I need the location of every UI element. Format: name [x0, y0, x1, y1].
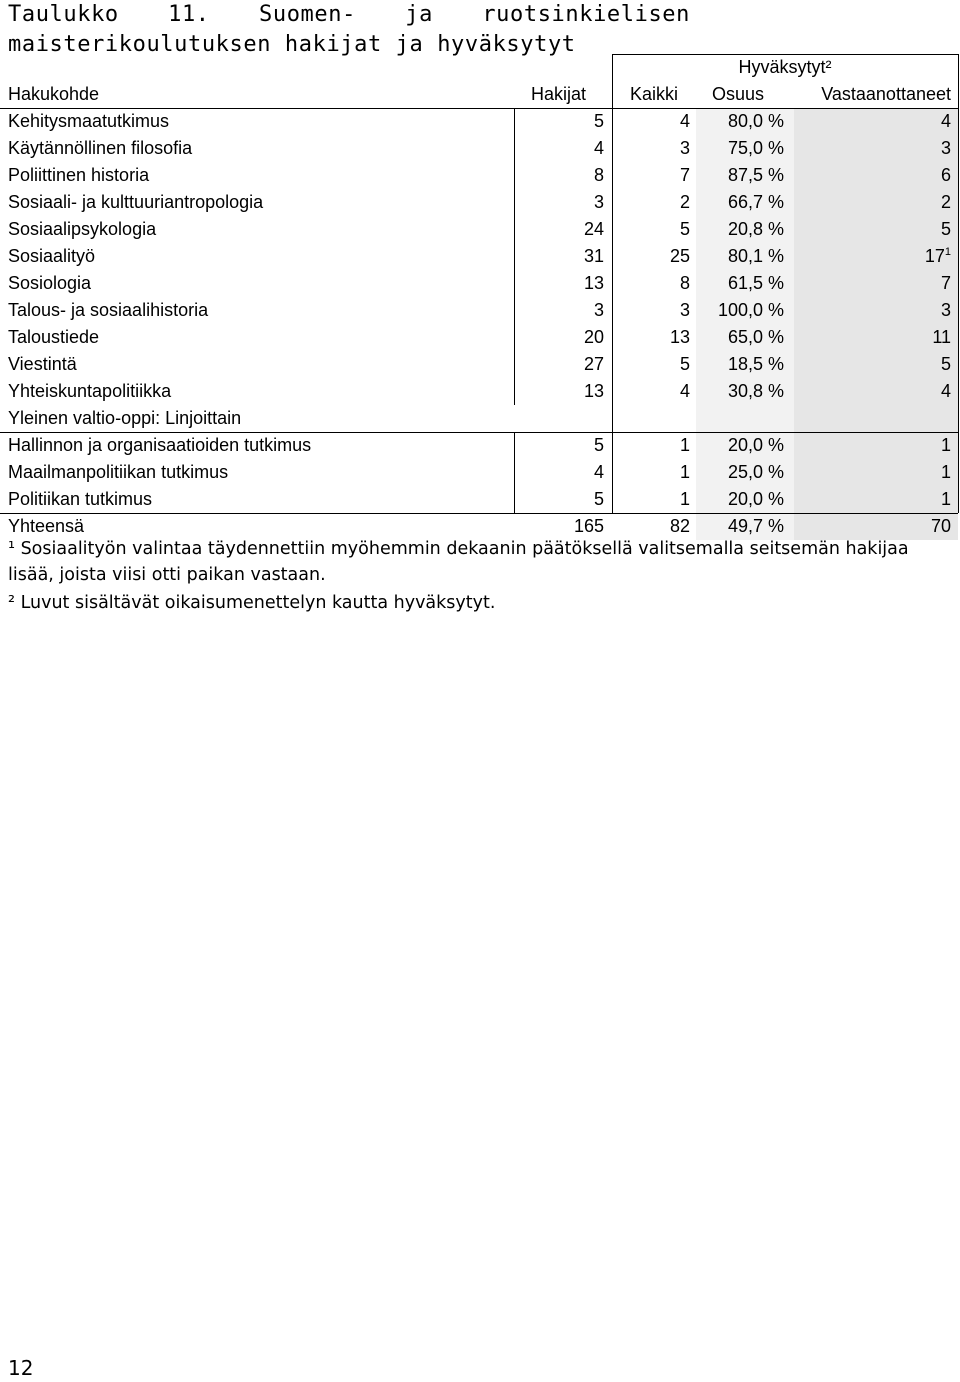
- cell-kaikki: [612, 243, 696, 270]
- cell-hakijat-value: 13: [583, 381, 604, 401]
- cell-kaikki: [612, 162, 696, 189]
- cell-hakijat: [514, 432, 612, 459]
- cell-kaikki: [612, 270, 696, 297]
- cell-hakukohde-value: Yleinen valtio-oppi: Linjoittain: [8, 408, 242, 428]
- table-row: [0, 432, 960, 459]
- cell-kaikki-value: 13: [669, 327, 690, 347]
- cell-hakijat: [514, 297, 612, 324]
- cell-kaikki: [612, 216, 696, 243]
- cell-hakijat-value: 3: [593, 192, 604, 212]
- cell-hakukohde: [0, 216, 514, 243]
- cell-kaikki-value: 1: [679, 435, 690, 455]
- cell-vastaanottaneet: [794, 270, 960, 297]
- cell-osuus-value: 20,8 %: [727, 219, 784, 239]
- cell-osuus-value: 20,0 %: [727, 489, 784, 509]
- cell-kaikki: [612, 459, 696, 486]
- header-osuus: Osuus: [711, 84, 764, 104]
- table-row: [0, 378, 960, 405]
- footnote-marker: 1: [944, 246, 951, 258]
- title-line-2: maisterikoulutuksen hakijat ja hyväksytyt: [8, 32, 576, 57]
- cell-vastaanottaneet: [794, 189, 960, 216]
- cell-kaikki-value: 2: [679, 192, 690, 212]
- cell-kaikki: [612, 297, 696, 324]
- table-header-row: [0, 81, 960, 108]
- cell-hakijat: [514, 405, 612, 432]
- cell-vastaanottaneet-value: 3: [940, 138, 951, 158]
- cell-osuus: [696, 297, 794, 324]
- cell-hakukohde: [0, 243, 514, 270]
- cell-osuus: [696, 405, 794, 432]
- cell-kaikki: [612, 189, 696, 216]
- cell-kaikki: [612, 135, 696, 162]
- rule-top-hyvaksytyt: [612, 54, 958, 55]
- cell-hakukohde: [0, 135, 514, 162]
- rule-group-divider: [0, 432, 958, 433]
- cell-hakijat: [514, 135, 612, 162]
- cell-kaikki-value: 25: [669, 246, 690, 266]
- cell-hakijat-value: 4: [593, 138, 604, 158]
- cell-vastaanottaneet: [794, 432, 960, 459]
- cell-vastaanottaneet-value: 1: [940, 489, 951, 509]
- vline-kaikki-left: [612, 54, 613, 513]
- cell-vastaanottaneet: [794, 297, 960, 324]
- cell-vastaanottaneet-value: 1: [940, 462, 951, 482]
- table-row: [0, 216, 960, 243]
- cell-osuus-value: 87,5 %: [727, 165, 784, 185]
- cell-vastaanottaneet: [794, 486, 960, 513]
- page-number: 12: [8, 1356, 34, 1380]
- cell-osuus-value: 49,7 %: [727, 516, 784, 536]
- cell-osuus: [696, 189, 794, 216]
- cell-kaikki-value: 4: [679, 381, 690, 401]
- cell-hakukohde-value: Politiikan tutkimus: [8, 489, 153, 509]
- cell-hakukohde-value: Talous- ja sosiaalihistoria: [8, 300, 209, 320]
- cell-hakijat: [514, 108, 612, 135]
- cell-hakukohde-value: Sosiologia: [8, 273, 92, 293]
- table-row: [0, 243, 960, 270]
- cell-osuus: [696, 216, 794, 243]
- cell-hakukohde: [0, 270, 514, 297]
- cell-vastaanottaneet: [794, 351, 960, 378]
- cell-kaikki-value: 8: [679, 273, 690, 293]
- cell-kaikki: [612, 432, 696, 459]
- cell-hakukohde: [0, 351, 514, 378]
- cell-hakukohde: [0, 162, 514, 189]
- cell-hakukohde-value: Poliittinen historia: [8, 165, 150, 185]
- cell-hakukohde-value: Taloustiede: [8, 327, 100, 347]
- cell-vastaanottaneet-value: 4: [940, 381, 951, 401]
- cell-kaikki-value: 1: [679, 462, 690, 482]
- cell-hakukohde-value: Viestintä: [8, 354, 77, 374]
- cell-hakukohde: [0, 324, 514, 351]
- cell-vastaanottaneet-value: 5: [940, 354, 951, 374]
- cell-osuus-value: 66,7 %: [727, 192, 784, 212]
- cell-vastaanottaneet: [794, 162, 960, 189]
- footnote-1: ¹ Sosiaalityön valintaa täydennettiin myöhemmin dekaanin päätöksellä valitsemalla seitsemän hakijaa lisää, joista viisi otti paikan vastaan.: [8, 539, 909, 585]
- cell-hakijat-value: 4: [593, 462, 604, 482]
- cell-kaikki-value: 82: [669, 516, 690, 536]
- cell-vastaanottaneet: [794, 459, 960, 486]
- cell-osuus: [696, 459, 794, 486]
- cell-osuus: [696, 135, 794, 162]
- cell-hakijat-value: 20: [583, 327, 604, 347]
- header-kaikki: Kaikki: [629, 84, 678, 104]
- cell-kaikki-value: 4: [679, 111, 690, 131]
- table-row: [0, 324, 960, 351]
- cell-osuus-value: 25,0 %: [727, 462, 784, 482]
- cell-kaikki-value: 5: [679, 354, 690, 374]
- cell-osuus: [696, 378, 794, 405]
- rule-body-bottom: [0, 513, 958, 514]
- cell-hakijat-value: 8: [593, 165, 604, 185]
- vline-hakijat-left: [514, 108, 515, 405]
- cell-osuus: [696, 486, 794, 513]
- cell-kaikki: [612, 324, 696, 351]
- cell-hakijat-value: 5: [593, 435, 604, 455]
- cell-osuus: [696, 162, 794, 189]
- cell-hakukohde-value: Kehitysmaatutkimus: [8, 111, 170, 131]
- cell-hakijat-value: 27: [583, 354, 604, 374]
- cell-hakijat: [514, 351, 612, 378]
- table-row: [0, 135, 960, 162]
- cell-hakukohde-value: Sosiaalityö: [8, 246, 96, 266]
- cell-hakukohde: [0, 378, 514, 405]
- cell-hakijat-value: 24: [583, 219, 604, 239]
- cell-hakukohde-value: Yhteensä: [8, 516, 85, 536]
- cell-hakukohde-value: Sosiaalipsykologia: [8, 219, 157, 239]
- cell-osuus: [696, 243, 794, 270]
- cell-hakukohde: [0, 108, 514, 135]
- cell-vastaanottaneet-value: 6: [940, 165, 951, 185]
- cell-vastaanottaneet: [794, 135, 960, 162]
- table-row: [0, 108, 960, 135]
- cell-vastaanottaneet-value: 5: [940, 219, 951, 239]
- cell-osuus-value: 61,5 %: [727, 273, 784, 293]
- cell-hakijat: [514, 324, 612, 351]
- cell-vastaanottaneet-value: 7: [940, 273, 951, 293]
- cell-hakijat: [514, 162, 612, 189]
- cell-hakijat-value: 31: [583, 246, 604, 266]
- table-title: [8, 0, 690, 60]
- cell-kaikki: [612, 405, 696, 432]
- cell-osuus-value: 65,0 %: [727, 327, 784, 347]
- cell-hakijat: [514, 189, 612, 216]
- cell-vastaanottaneet-value: 2: [940, 192, 951, 212]
- cell-hakukohde: [0, 297, 514, 324]
- cell-osuus: [696, 270, 794, 297]
- vline-hakijat-left-2: [514, 432, 515, 513]
- cell-vastaanottaneet-value: 1: [940, 435, 951, 455]
- table-group-header-row: [0, 54, 960, 81]
- footnote-2: ² Luvut sisältävät oikaisumenettelyn kautta hyväksytyt.: [8, 593, 496, 613]
- cell-vastaanottaneet-value: 70: [930, 516, 951, 536]
- cell-osuus-value: 18,5 %: [727, 354, 784, 374]
- cell-hakijat-value: 13: [583, 273, 604, 293]
- cell-hakijat-value: 165: [573, 516, 604, 536]
- cell-vastaanottaneet: [794, 108, 960, 135]
- cell-osuus-value: 80,1 %: [727, 246, 784, 266]
- cell-hakukohde: [0, 432, 514, 459]
- header-vastaanottaneet: Vastaanottaneet: [821, 84, 951, 104]
- cell-hakukohde-value: Sosiaali- ja kulttuuriantropologia: [8, 192, 264, 212]
- header-hakukohde: Hakukohde: [8, 84, 100, 104]
- title-line-1: Taulukko 11. Suomen- ja ruotsinkielisen: [8, 2, 690, 27]
- cell-hakijat: [514, 378, 612, 405]
- cell-kaikki-value: 3: [679, 138, 690, 158]
- cell-osuus-value: 30,8 %: [727, 381, 784, 401]
- cell-vastaanottaneet-value: 11: [932, 327, 951, 347]
- cell-hakijat-value: 3: [593, 300, 604, 320]
- cell-osuus: [696, 108, 794, 135]
- header-hakijat: Hakijat: [530, 84, 586, 104]
- group-header-hyvaksytyt: Hyväksytyt²: [738, 57, 832, 77]
- cell-hakukohde: [0, 405, 514, 432]
- cell-hakukohde-value: Hallinnon ja organisaatioiden tutkimus: [8, 435, 312, 455]
- cell-kaikki-value: 1: [679, 489, 690, 509]
- cell-osuus-value: 100,0 %: [717, 300, 784, 320]
- rule-header-bottom: [0, 108, 958, 109]
- cell-vastaanottaneet: [794, 378, 960, 405]
- cell-osuus: [696, 351, 794, 378]
- cell-vastaanottaneet: [794, 216, 960, 243]
- cell-osuus-value: 75,0 %: [727, 138, 784, 158]
- cell-hakijat-value: 5: [593, 111, 604, 131]
- cell-hakijat: [514, 216, 612, 243]
- cell-kaikki-value: 5: [679, 219, 690, 239]
- cell-hakijat: [514, 459, 612, 486]
- cell-vastaanottaneet-value: 17: [924, 246, 945, 266]
- cell-kaikki: [612, 486, 696, 513]
- cell-kaikki-value: 7: [679, 165, 690, 185]
- cell-hakukohde: [0, 459, 514, 486]
- table-row: [0, 351, 960, 378]
- table-row: [0, 297, 960, 324]
- cell-kaikki-value: 3: [679, 300, 690, 320]
- table-row: [0, 459, 960, 486]
- table-row: [0, 405, 960, 432]
- cell-kaikki: [612, 351, 696, 378]
- table-row: [0, 270, 960, 297]
- cell-vastaanottaneet: [794, 324, 960, 351]
- cell-osuus-value: 20,0 %: [727, 435, 784, 455]
- cell-hakukohde-value: Maailmanpolitiikan tutkimus: [8, 462, 229, 482]
- cell-vastaanottaneet: [794, 405, 960, 432]
- cell-hakijat: [514, 486, 612, 513]
- table-row: [0, 189, 960, 216]
- cell-hakijat-value: 5: [593, 489, 604, 509]
- cell-hakukohde: [0, 486, 514, 513]
- cell-vastaanottaneet-value: 3: [940, 300, 951, 320]
- cell-kaikki: [612, 378, 696, 405]
- cell-osuus-value: 80,0 %: [727, 111, 784, 131]
- cell-hakukohde-value: Käytännöllinen filosofia: [8, 138, 193, 158]
- cell-hakijat: [514, 243, 612, 270]
- vline-right: [958, 54, 959, 513]
- cell-hakukohde-value: Yhteiskuntapolitiikka: [8, 381, 172, 401]
- cell-osuus: [696, 324, 794, 351]
- cell-vastaanottaneet: [794, 243, 960, 270]
- cell-hakukohde: [0, 189, 514, 216]
- cell-vastaanottaneet-value: 4: [940, 111, 951, 131]
- table-row: [0, 486, 960, 513]
- table-row: [0, 162, 960, 189]
- cell-kaikki: [612, 108, 696, 135]
- cell-osuus: [696, 432, 794, 459]
- cell-hakijat: [514, 270, 612, 297]
